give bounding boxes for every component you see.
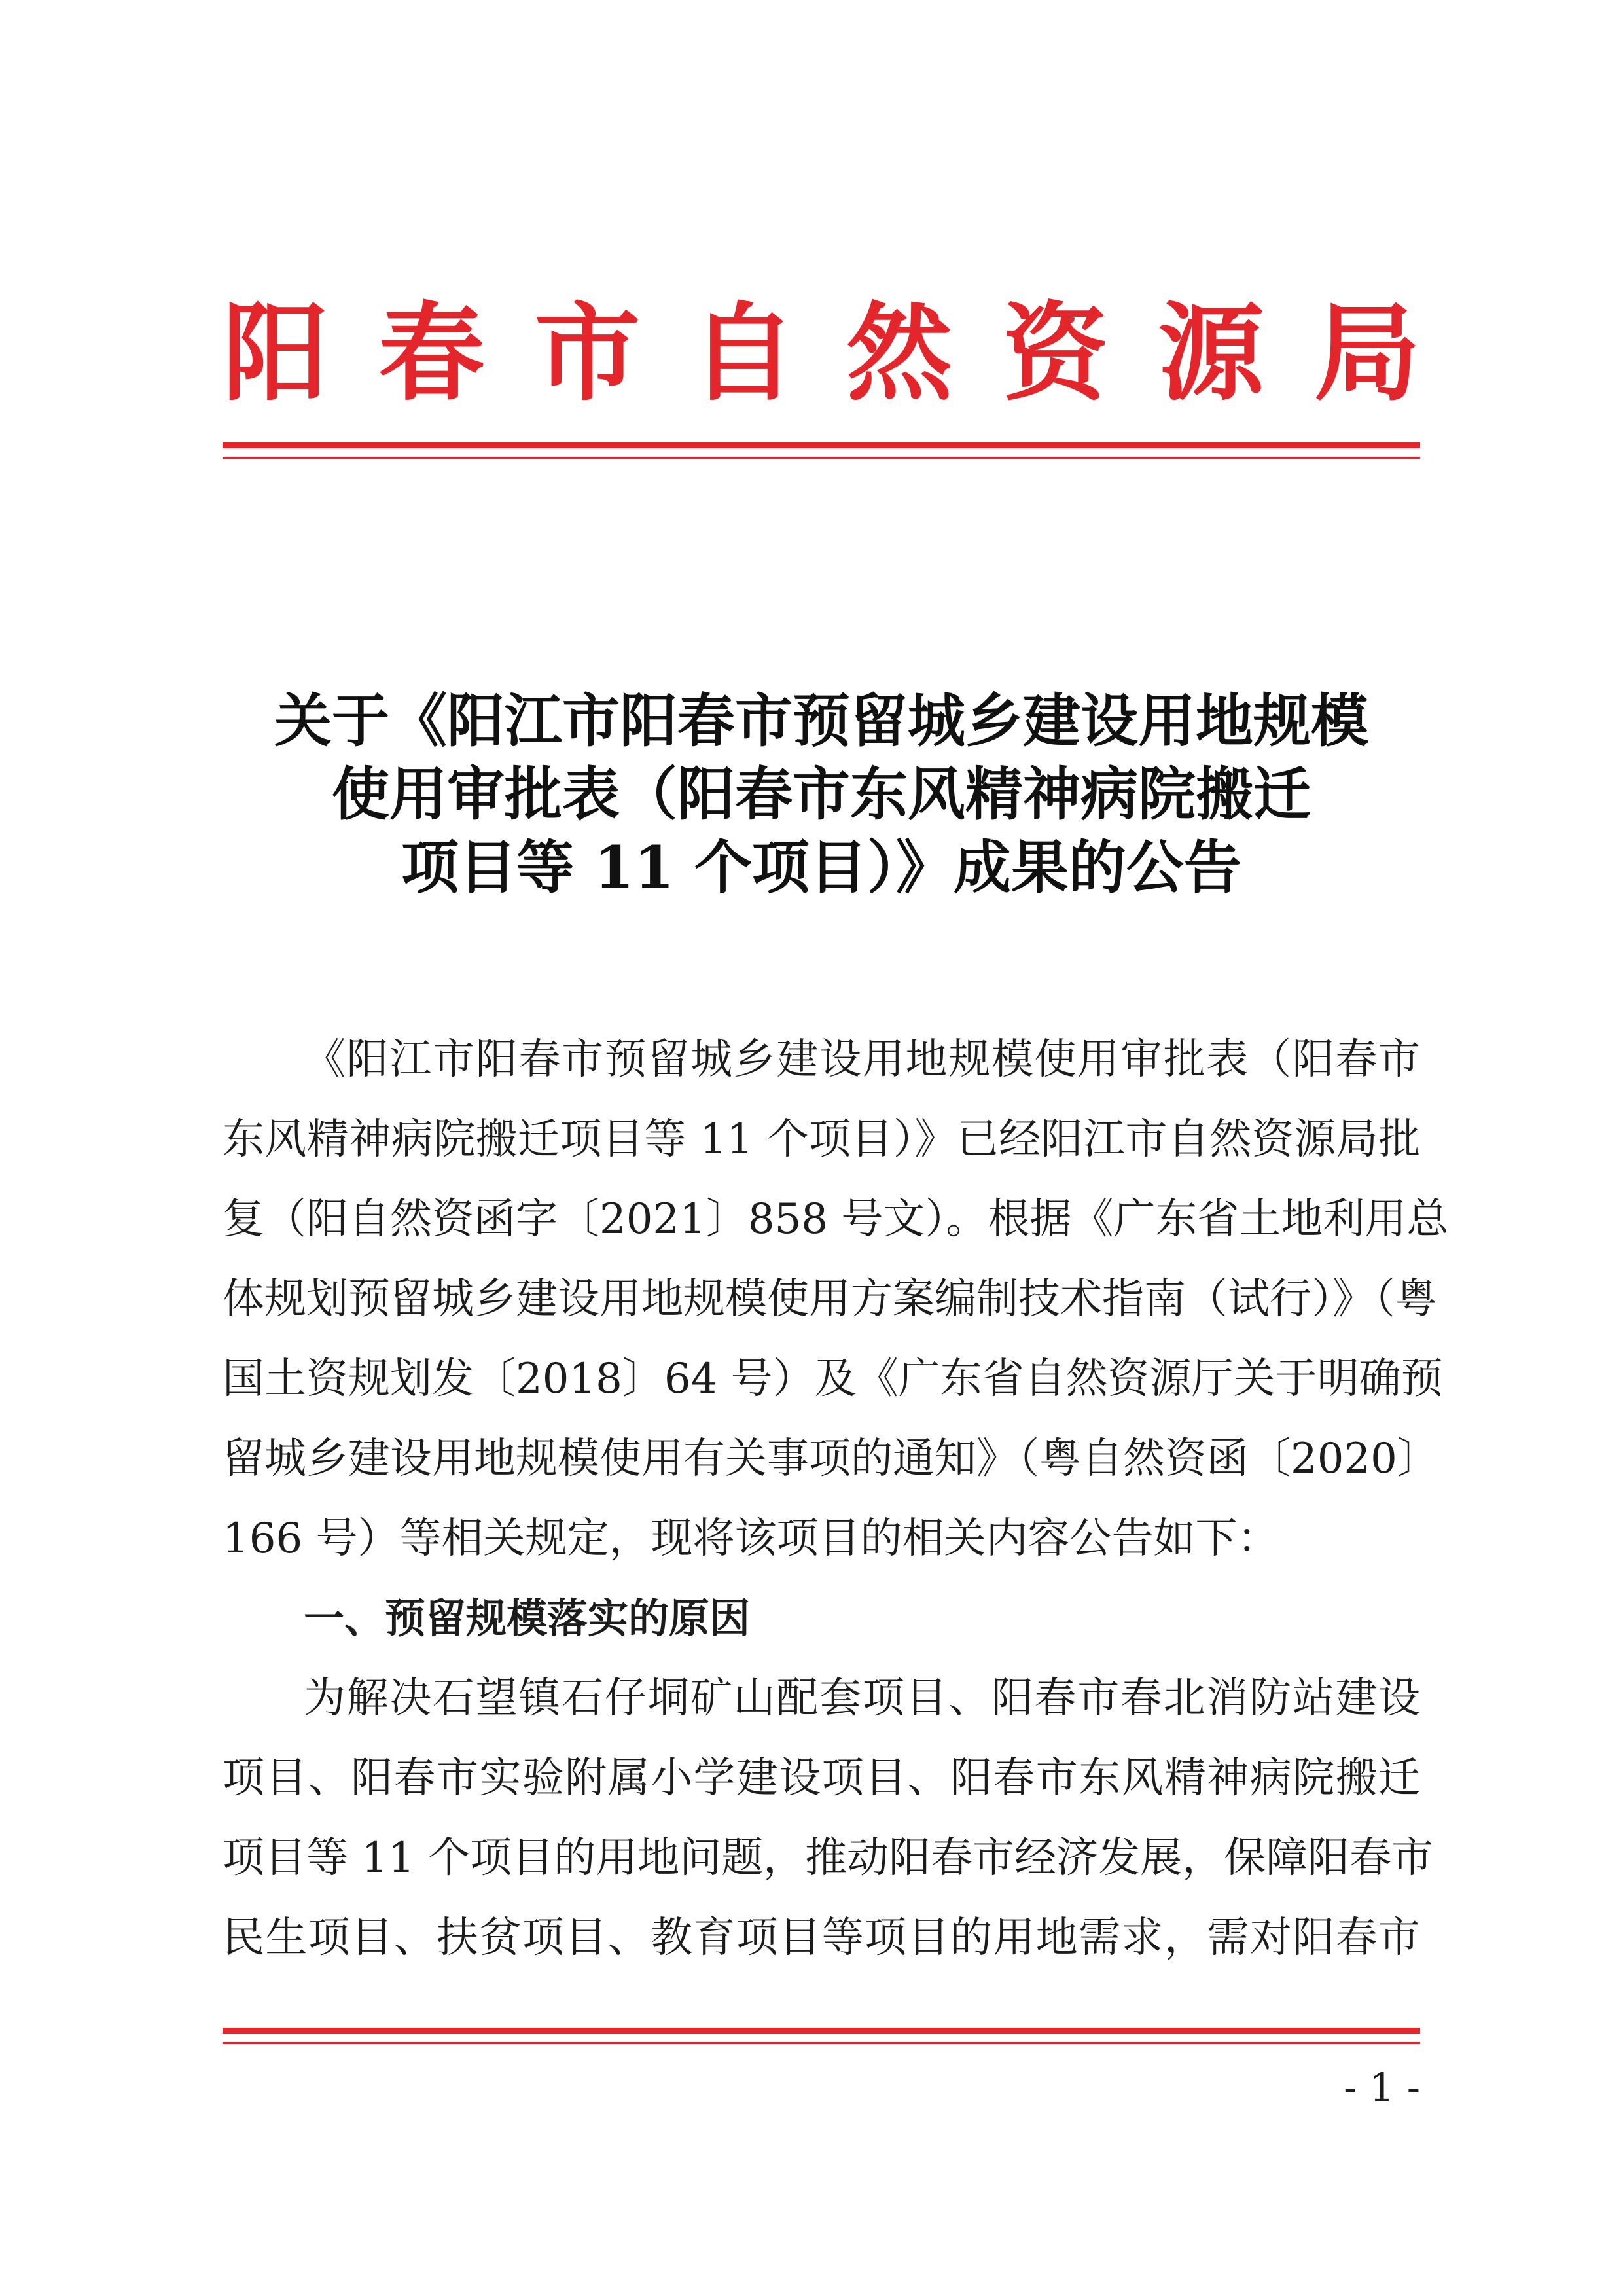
paragraph-1-line: 留城乡建设用地规模使用有关事项的通知》（粤自然资函〔2020〕 <box>223 1435 1439 1483</box>
issuer-header: 阳春市自然资源局 <box>223 291 1420 416</box>
header-rule-thin <box>223 457 1420 459</box>
paragraph-2-line: 项目、阳春市实验附属小学建设项目、阳春市东风精神病院搬迁 <box>223 1754 1420 1803</box>
paragraph-1-line: 《阳江市阳春市预留城乡建设用地规模使用审批表（阳春市 <box>304 1035 1420 1084</box>
paragraph-2-line: 民生项目、扶贫项目、教育项目等项目的用地需求，需对阳春市 <box>223 1914 1420 1962</box>
paragraph-1-line: 国土资规划发〔2018〕64 号）及《广东省自然资源厅关于明确预 <box>223 1355 1443 1403</box>
title-line-1: 关于《阳江市阳春市预留城乡建设用地规模 <box>274 687 1368 755</box>
paragraph-2-line: 项目等 11 个项目的用地问题，推动阳春市经济发展，保障阳春市 <box>223 1834 1434 1882</box>
paragraph-1-line: 体规划预留城乡建设用地规模使用方案编制技术指南（试行）》（粤 <box>223 1275 1437 1323</box>
document-body <box>223 1020 1449 1978</box>
title-line-2: 使用审批表（阳春市东风精神病院搬迁 <box>331 760 1311 828</box>
header-rule-thick <box>223 442 1420 448</box>
footer-rule-thick <box>223 2028 1420 2034</box>
footer-rule-thin <box>223 2042 1420 2044</box>
section-1-heading: 一、预留规模落实的原因 <box>304 1594 751 1642</box>
title-line-3: 项目等 11 个项目）》成果的公告 <box>401 833 1241 901</box>
paragraph-1-line: 复（阳自然资函字〔2021〕858 号文）。根据《广东省土地利用总 <box>223 1195 1449 1244</box>
paragraph-1-line: 东风精神病院搬迁项目等 11 个项目）》已经阳江市自然资源局批 <box>223 1115 1420 1164</box>
paragraph-1-line: 166 号）等相关规定，现将该项目的相关内容公告如下： <box>223 1515 1279 1563</box>
page-number: - 1 - <box>1344 2065 1420 2111</box>
document-title <box>223 684 1420 904</box>
paragraph-2-line: 为解决石望镇石仔垌矿山配套项目、阳春市春北消防站建设 <box>304 1674 1420 1723</box>
